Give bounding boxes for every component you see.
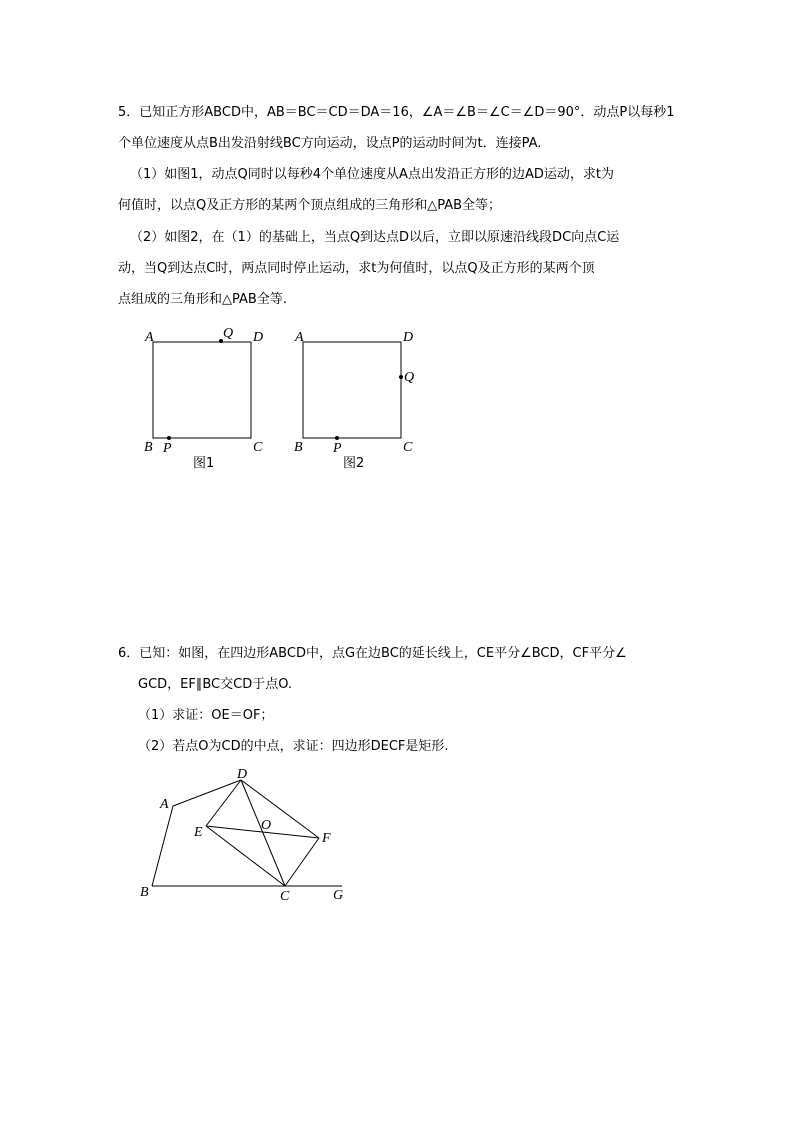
figure1-caption: 图1: [193, 456, 215, 471]
problem5-part1-line1: （1）如图1，动点Q同时以每秒4个单位速度从A点出发沿正方形的边AD运动，求t为: [130, 167, 614, 182]
figure1-label-q: Q: [223, 326, 234, 341]
figure2-label-q: Q: [404, 370, 415, 385]
figure3-label-o: O: [261, 818, 272, 833]
problem5-part1-line2: 何值时，以点Q及正方形的某两个顶点组成的三角形和△PAB全等；: [118, 198, 502, 213]
figure2-label-p: P: [333, 441, 342, 456]
problem6-statement-line1: 6．已知：如图，在四边形ABCD中，点G在边BC的延长线上，CE平分∠BCD，CF平分∠: [118, 646, 627, 661]
figure2-label-a: A: [295, 330, 304, 345]
figure1-label-d: D: [253, 330, 264, 345]
problem5-part2-line2: 动，当Q到达点C时，两点同时停止运动，求t为何值时，以点Q及正方形的某两个顶: [118, 261, 595, 276]
figure2-label-c: C: [403, 440, 413, 455]
figure3-label-c: C: [280, 889, 290, 904]
problem6-part2: （2）若点O为CD的中点，求证：四边形DECF是矩形.: [138, 739, 449, 754]
problem6-part1: （1）求证：OE＝OF；: [138, 708, 274, 723]
figure3-label-f: F: [322, 831, 331, 846]
problem6-number: 6．: [118, 646, 140, 661]
figure2-caption: 图2: [343, 456, 365, 471]
figure3-label-e: E: [194, 825, 203, 840]
figure2-label-d: D: [403, 330, 414, 345]
figure3-label-a: A: [160, 797, 169, 812]
figure3-label-g: G: [333, 888, 344, 903]
problem5-part2-line3: 点组成的三角形和△PAB全等.: [118, 292, 287, 307]
figure1-label-b: B: [144, 440, 153, 455]
problem5-statement-line2: 个单位速度从点B出发沿射线BC方向运动，设点P的运动时间为t．连接PA.: [118, 136, 542, 151]
figure1-label-a: A: [145, 330, 154, 345]
problem5-part2-line1: （2）如图2，在（1）的基础上，当点Q到达点D以后，立即以原速沿线段DC向点C运: [130, 230, 620, 245]
problem5-number: 5．: [118, 105, 140, 120]
figure1-label-p: P: [163, 441, 172, 456]
figure3-label-d: D: [237, 767, 248, 782]
figure2-label-b: B: [294, 440, 303, 455]
figure1-label-c: C: [253, 440, 263, 455]
figure3-segment-fc: [285, 838, 319, 886]
problem5-statement-line1: 5．已知正方形ABCD中，AB＝BC＝CD＝DA＝16，∠A＝∠B＝∠C＝∠D＝90°．动点P以每秒1: [118, 105, 675, 120]
problem6-statement-line2: GCD，EF∥BC交CD于点O.: [138, 677, 293, 692]
figure3-segment-ec: [206, 826, 285, 886]
figure3-label-b: B: [140, 885, 149, 900]
